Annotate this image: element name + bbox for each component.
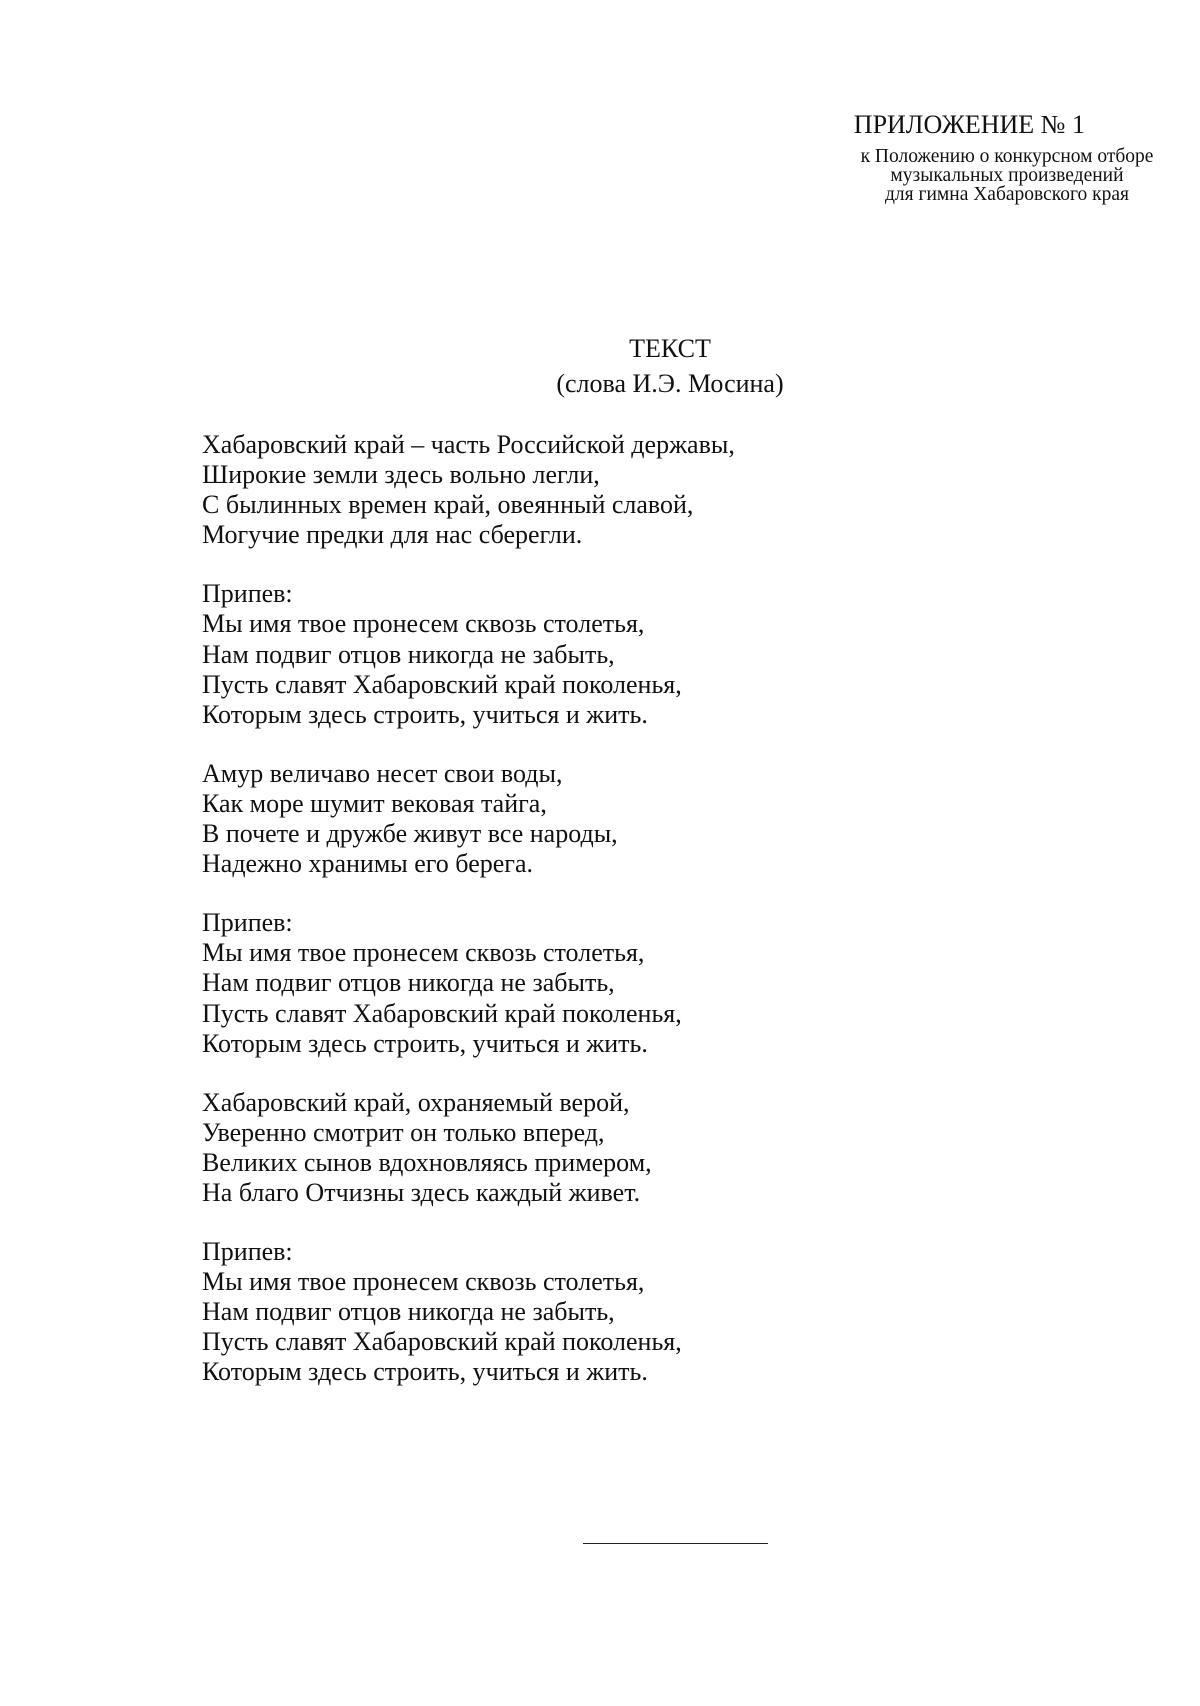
appendix-reference	[757, 147, 1200, 204]
document-title: ТЕКСТ	[629, 334, 711, 363]
appendix-line: музыкальных произведений	[890, 165, 1124, 186]
lyric-line: Нам подвиг отцов никогда не забыть,	[202, 1297, 615, 1327]
end-divider	[583, 1543, 768, 1544]
chorus-label: Припев:	[202, 1237, 293, 1267]
appendix-header	[642, 110, 1154, 205]
lyric-line: Широкие земли здесь вольно легли,	[202, 460, 600, 490]
lyric-line: Пусть славят Хабаровский край поколенья,	[202, 998, 682, 1028]
appendix-line: к Положению о конкурсном отборе	[860, 146, 1154, 167]
chorus-3	[202, 1237, 1002, 1387]
lyric-line: Пусть славят Хабаровский край поколенья,	[202, 1327, 682, 1357]
lyric-line: Великих сынов вдохновляясь примером,	[202, 1147, 652, 1177]
lyric-line: Амур величаво несет свои воды,	[202, 758, 563, 788]
lyric-line: Пусть славят Хабаровский край поколенья,	[202, 669, 682, 699]
verse-2	[202, 759, 1002, 879]
lyric-line: Хабаровский край, охраняемый верой,	[202, 1087, 630, 1117]
verse-1	[202, 430, 1002, 550]
document-subtitle: (слова И.Э. Мосина)	[556, 369, 784, 398]
lyric-line: Как море шумит вековая тайга,	[202, 788, 547, 818]
lyric-line: Которым здесь строить, учиться и жить.	[202, 699, 648, 729]
lyric-line: Мы имя твое пронесем сквозь столетья,	[202, 1267, 645, 1297]
lyric-line: Нам подвиг отцов никогда не забыть,	[202, 968, 615, 998]
lyric-line: В почете и дружбе живут все народы,	[202, 819, 618, 849]
lyric-line: Которым здесь строить, учиться и жить.	[202, 1357, 648, 1387]
anthem-lyrics	[202, 430, 1002, 1417]
lyric-line: Хабаровский край – часть Российской державы,	[202, 430, 735, 459]
lyric-line: С былинных времен край, овеянный славой,	[202, 490, 694, 520]
chorus-2	[202, 908, 1002, 1058]
lyric-line: Нам подвиг отцов никогда не забыть,	[202, 639, 615, 669]
chorus-1	[202, 579, 1002, 729]
lyric-line: Могучие предки для нас сберегли.	[202, 520, 583, 550]
appendix-line: для гимна Хабаровского края	[884, 184, 1130, 205]
lyric-line: Мы имя твое пронесем сквозь столетья,	[202, 938, 645, 968]
verse-3	[202, 1088, 1002, 1208]
lyric-line: Уверенно смотрит он только вперед,	[202, 1117, 605, 1147]
chorus-label: Припев:	[202, 908, 293, 938]
chorus-label: Припев:	[202, 579, 293, 609]
lyric-line: На благо Отчизны здесь каждый живет.	[202, 1177, 641, 1207]
lyric-line: Которым здесь строить, учиться и жить.	[202, 1028, 648, 1058]
appendix-title: ПРИЛОЖЕНИЕ № 1	[853, 110, 1085, 139]
lyric-line: Надежно хранимы его берега.	[202, 849, 533, 879]
lyric-line: Мы имя твое пронесем сквозь столетья,	[202, 609, 645, 639]
